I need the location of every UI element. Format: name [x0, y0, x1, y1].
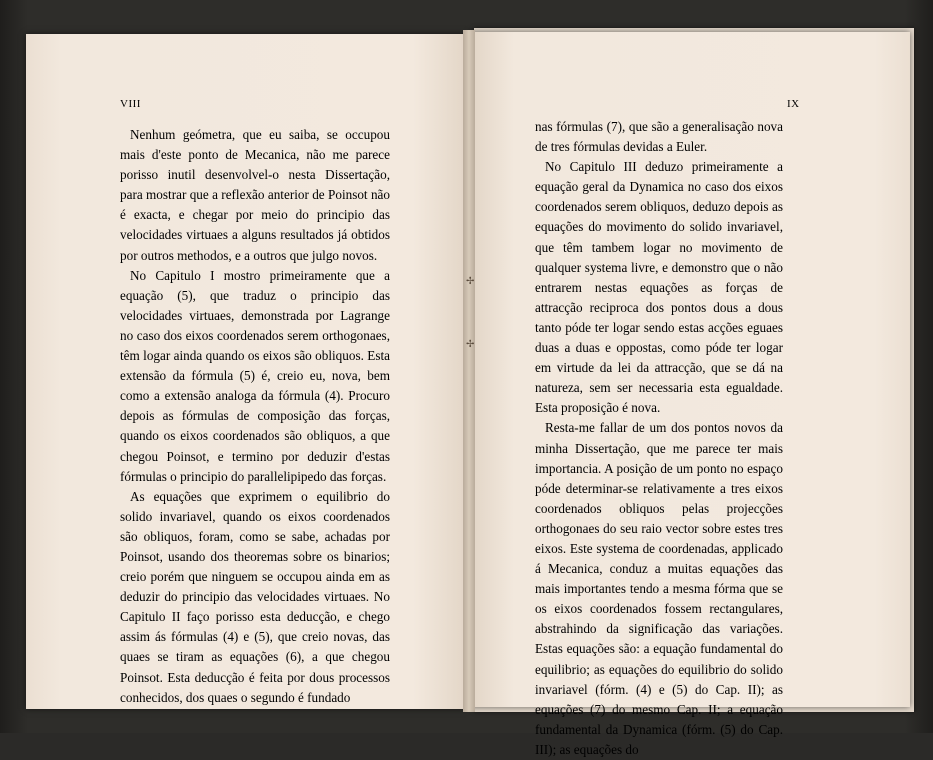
book-gutter [463, 30, 475, 712]
right-paragraph-3: Resta-me fallar de um dos pontos novos da minha Dissertação, que me parece ter mais importancia. A posição de um ponto no espaço póde determinar-se relativamente a tres eixos coordenados obliquos pelas projecções orthogonaes do seu raio vector sobre estes tres eixos. Este systema de coordenadas, applicado á Mecanica, conduz a muitas equações das mais importantes tendo a mesma fórma que se os eixos coordenados fossem rectangulares, abstrahindo da significação das variações. Estas equações são: a equação fundamental do equilibrio; as equações do equilibrio do solido invariavel (fórm. (4) e (5) do Cap. II); as equações (7) do mesmo Cap. II; a equação fundamental da Dynamica (fórm. (5) do Cap. III); as equações do [535, 420, 783, 757]
left-page-number: VIII [120, 98, 141, 110]
margin-mark-1: ✢ [466, 276, 475, 287]
left-paragraph-2: No Capitulo I mostro primeiramente que a equação (5), que traduz o principio das velocidades virtuaes, demonstrada por Lagrange no caso dos eixos coordenados serem orthogonaes, têm logar ainda quando os eixos são obliquos. Esta extensão da fórmula (5) é, creio eu, nova, bem como a extensão analoga da fórmula (4). Procuro depois as fórmulas de composição das forças, quando os eixos coordenados são obliquos, a que chegou Poinsot, e termino por deduzir d'estas fórmulas o principio do parallelipipedo das forças. [120, 267, 390, 484]
left-paragraph-1: Nenhum geómetra, que eu saiba, se occupou mais d'este ponto de Mecanica, não me parece porisso inutil desenvolvel-o nesta Dissertação, para mostrar que a reflexão anterior de Poinsot não é exacta, e chegar por meio do principio das velocidades virtuaes a alguns resultados já obtidos por outros methodos, e a outros que julgo novos. [120, 127, 390, 263]
right-page-number: IX [787, 98, 800, 110]
left-paragraph-3: As equações que exprimem o equilibrio do solido invariavel, quando os eixos coordenados são obliquos, foram, como se sabe, achadas por Poinsot, usando dos theoremas sobre os binarios; creio porém que ninguem se occupou ainda em as deduzir do principio das velocidades virtuaes. No Capitulo II faço porisso esta deducção, e chego assim ás fórmulas (4) e (5), que creio novas, das quaes se tiram as equações (6), a que chegou Poinsot. Esta deducção é feita por dous processos conhecidos, dos quaes o segundo é fundado [120, 488, 390, 705]
right-paragraph-2: No Capitulo III deduzo primeiramente a equação geral da Dynamica no caso dos eixos coordenados serem obliquos, deduzo depois as equações do movimento do solido invariavel, que têm tambem logar no movimento de qualquer systema livre, e demonstro que o não entrarem nestas equações as forças de attracção reciproca dos pontos dous a dous tanto póde ter logar sendo estas acções eguaes duas a duas e oppostas, como póde ter logar em virtude da lei da attracção, que se dá na natureza, sem ser necessaria esta egualdade. Esta proposição é nova. [535, 159, 783, 416]
right-page-text [535, 117, 783, 760]
right-paragraph-1: nas fórmulas (7), que são a generalisação nova de tres fórmulas devidas a Euler. [535, 119, 783, 155]
left-page-text [120, 125, 390, 708]
margin-mark-2: ✢ [466, 339, 475, 350]
